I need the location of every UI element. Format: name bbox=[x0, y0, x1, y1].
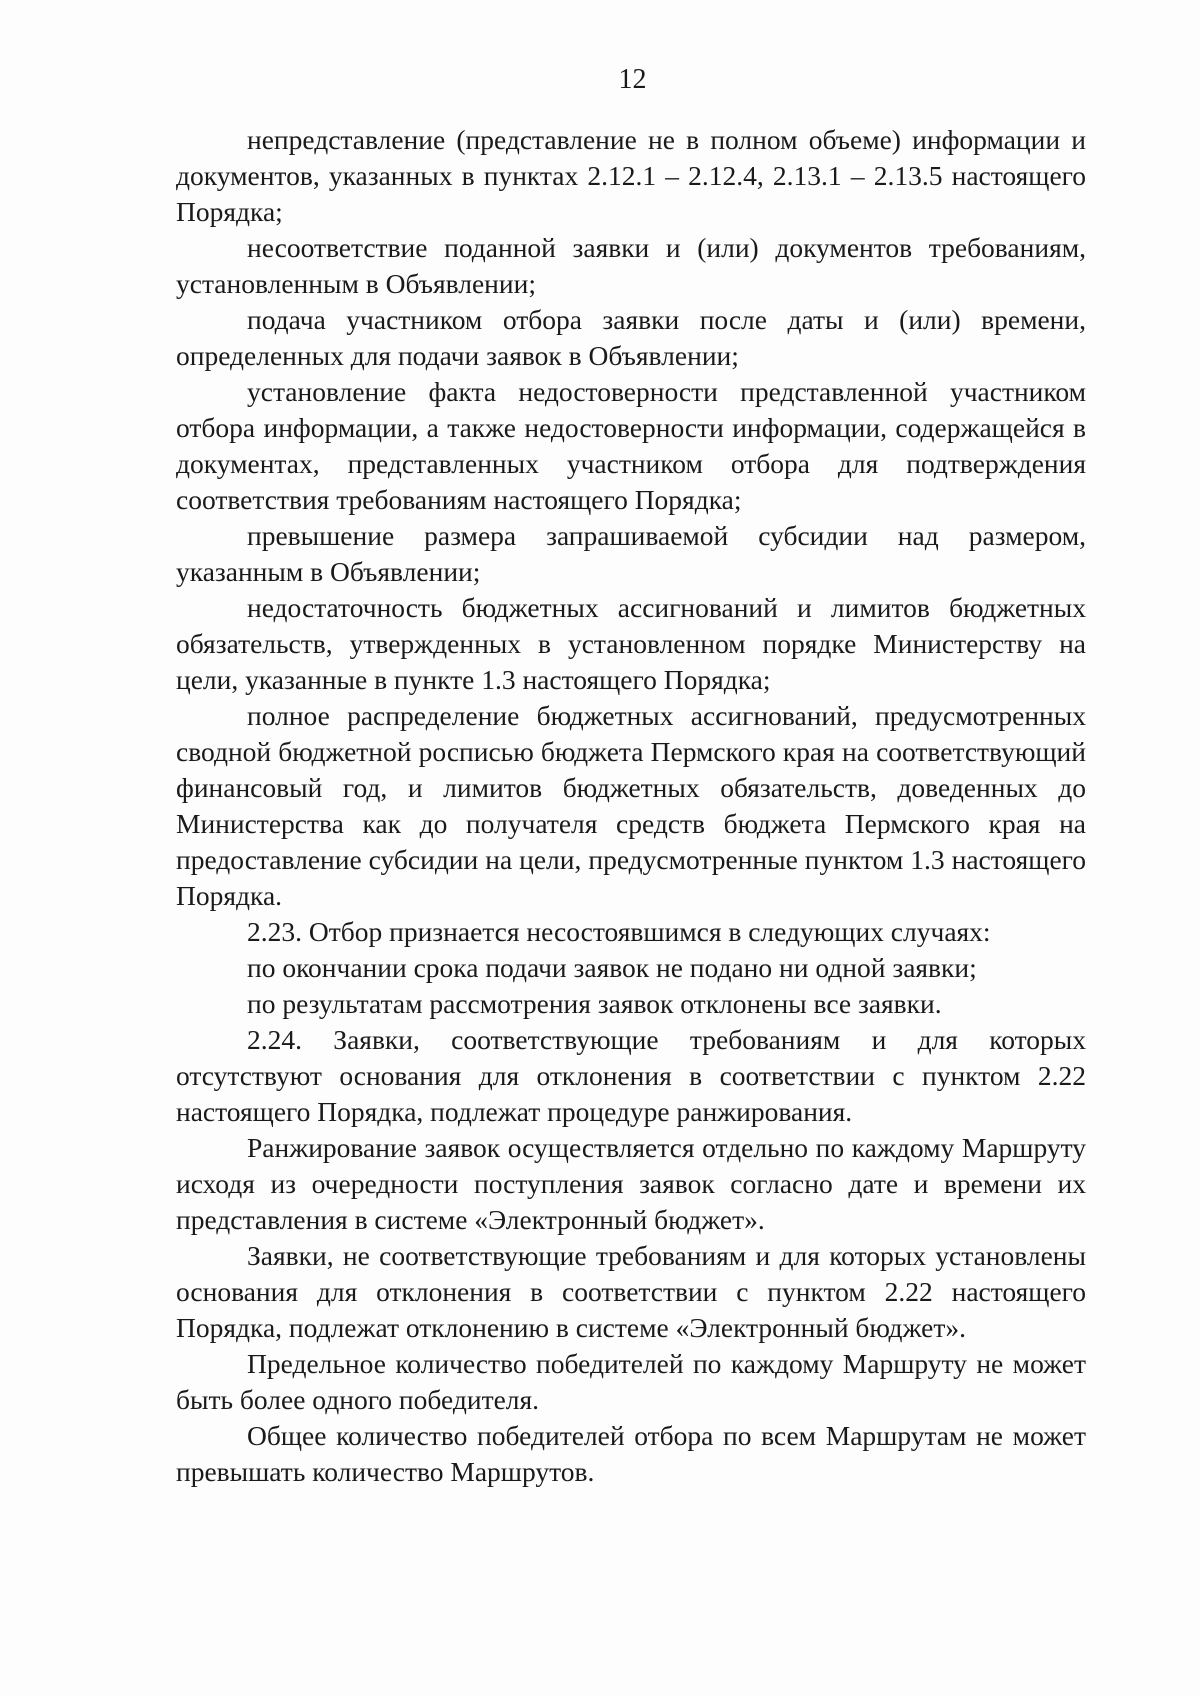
paragraph: Заявки, не соответствующие требованиям и для которых установлены основания для отклонения в соответствии с пунктом 2.22 настоящего Порядка, подлежат отклонению в системе «Электронный бюджет». bbox=[176, 1240, 1086, 1343]
paragraph: Предельное количество победителей по каждому Маршруту не может быть более одного победителя. bbox=[176, 1348, 1086, 1415]
paragraph: Общее количество победителей отбора по всем Маршрутам не может превышать количество Маршрутов. bbox=[176, 1420, 1086, 1487]
paragraph: Ранжирование заявок осуществляется отдельно по каждому Маршруту исходя из очередности поступления заявок согласно дате и времени их представления в системе «Электронный бюджет». bbox=[176, 1132, 1086, 1235]
paragraph: по результатам рассмотрения заявок отклонены все заявки. bbox=[247, 988, 942, 1019]
paragraph: непредставление (представление не в полном объеме) информации и документов, указанных в пунктах 2.12.1 – 2.12.4, 2.13.1 – 2.13.5 настоящего Порядка; bbox=[176, 124, 1086, 227]
paragraph: превышение размера запрашиваемой субсидии над размером, указанным в Объявлении; bbox=[176, 520, 1086, 587]
paragraph: недостаточность бюджетных ассигнований и лимитов бюджетных обязательств, утвержденных в установленном порядке Министерству на цели, указанные в пункте 1.3 настоящего Порядка; bbox=[176, 592, 1086, 695]
paragraph: полное распределение бюджетных ассигнований, предусмотренных сводной бюджетной росписью бюджета Пермского края на соответствующий финансовый год, и лимитов бюджетных обязательств, доведенных до Министерства как до получателя средств бюджета Пермского края на предоставление субсидии на цели, предусмотренные пунктом 1.3 настоящего Порядка. bbox=[176, 700, 1086, 911]
section-heading-2-23: 2.23. Отбор признается несостоявшимся в следующих случаях: bbox=[247, 916, 991, 947]
page-number: 12 bbox=[618, 64, 647, 95]
section-2-24: 2.24. Заявки, соответствующие требованиям и для которых отсутствуют основания для отклонения в соответствии с пунктом 2.22 настоящего Порядка, подлежат процедуре ранжирования. bbox=[176, 1024, 1086, 1127]
paragraph: подача участником отбора заявки после даты и (или) времени, определенных для подачи заявок в Объявлении; bbox=[176, 304, 1086, 371]
paragraph: по окончании срока подачи заявок не подано ни одной заявки; bbox=[247, 952, 977, 983]
paragraph: несоответствие поданной заявки и (или) документов требованиям, установленным в Объявлении; bbox=[176, 232, 1086, 299]
paragraph: установление факта недостоверности представленной участником отбора информации, а также недостоверности информации, содержащейся в документах, представленных участником отбора для подтверждения соответствия требованиям настоящего Порядка; bbox=[176, 376, 1086, 515]
document-body bbox=[176, 122, 1086, 1490]
